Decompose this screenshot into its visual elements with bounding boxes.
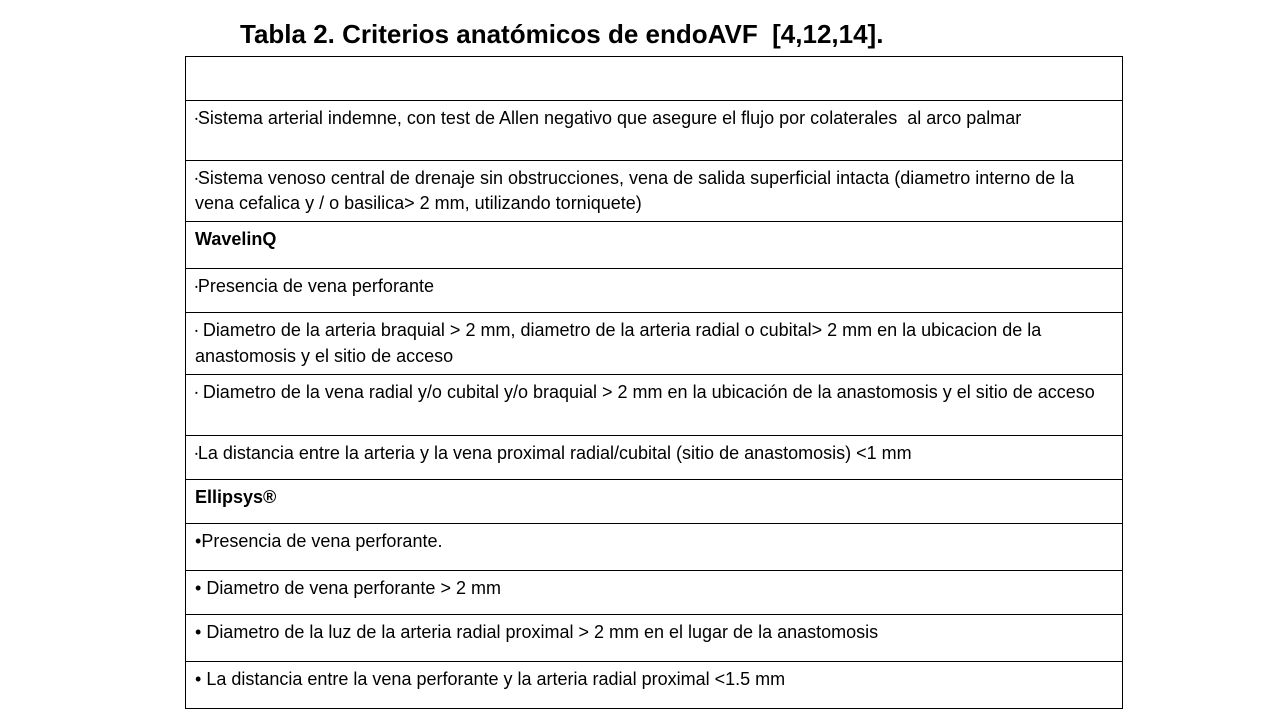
bullet-icon: • <box>195 326 198 336</box>
table-row <box>186 161 1123 222</box>
criterion-text: Diametro de la vena radial y/o cubital y/o braquial > 2 mm en la ubicación de la anastomosis y el sitio de acceso <box>197 381 1095 402</box>
bullet-icon: • <box>195 530 202 551</box>
criterion-text: Diametro de la luz de la arteria radial proximal > 2 mm en el lugar de la anastomosis <box>201 621 879 642</box>
criterion-text: La distancia entre la vena perforante y la arteria radial proximal <1.5 mm <box>201 668 786 689</box>
table-header-cell <box>186 57 1123 101</box>
table-cell <box>186 523 1123 570</box>
criterion-text: La distancia entre la arteria y la vena proximal radial/cubital (sitio de anastomosis) <1 mm <box>197 442 912 463</box>
criterion-text: Sistema venoso central de drenaje sin obstrucciones, vena de salida superficial intacta (diametro interno de la vena cefalica y / o basilica> 2 mm, utilizando torniquete) <box>195 168 1080 214</box>
table-cell <box>186 313 1123 374</box>
table-section-row <box>186 222 1123 269</box>
table-row <box>186 101 1123 161</box>
criterion-text: Presencia de vena perforante <box>197 276 434 297</box>
table-cell <box>186 161 1123 222</box>
table-section-row <box>186 479 1123 523</box>
bullet-icon: • <box>195 668 202 689</box>
bullet-icon: • <box>195 448 198 458</box>
table-cell <box>186 269 1123 313</box>
criterion-text: Diametro de vena perforante > 2 mm <box>201 577 501 598</box>
table-row <box>186 435 1123 479</box>
criterion-text: Presencia de vena perforante. <box>201 530 443 551</box>
bullet-icon: • <box>195 621 202 642</box>
table-cell <box>186 570 1123 614</box>
bullet-icon: • <box>195 282 198 292</box>
criterion-text: Sistema arterial indemne, con test de Allen negativo que asegure el flujo por colaterales al arco palmar <box>197 108 1022 128</box>
table-cell <box>186 374 1123 435</box>
bullet-icon: • <box>195 387 198 397</box>
table-cell <box>186 661 1123 708</box>
table-cell <box>186 101 1123 161</box>
criteria-table <box>185 56 1123 709</box>
page-title: Tabla 2. Criterios anatómicos de endoAVF [4,12,14]. <box>240 19 884 49</box>
bullet-icon: • <box>195 174 198 184</box>
table-header-row <box>186 57 1123 101</box>
bullet-icon: • <box>195 114 198 124</box>
table-row <box>186 374 1123 435</box>
table-row <box>186 269 1123 313</box>
section-heading-ellipsys: Ellipsys® <box>186 479 1123 523</box>
table-row <box>186 313 1123 374</box>
table-row <box>186 661 1123 708</box>
table-cell <box>186 614 1123 661</box>
table-row <box>186 614 1123 661</box>
table-row <box>186 570 1123 614</box>
bullet-icon: • <box>195 577 202 598</box>
table-row <box>186 523 1123 570</box>
criterion-text: Diametro de la arteria braquial > 2 mm, diametro de la arteria radial o cubital> 2 mm en la ubicacion de la anastomosis y el sitio de acceso <box>195 320 1047 366</box>
section-heading-wavelinq: WavelinQ <box>186 222 1123 269</box>
table-cell <box>186 435 1123 479</box>
